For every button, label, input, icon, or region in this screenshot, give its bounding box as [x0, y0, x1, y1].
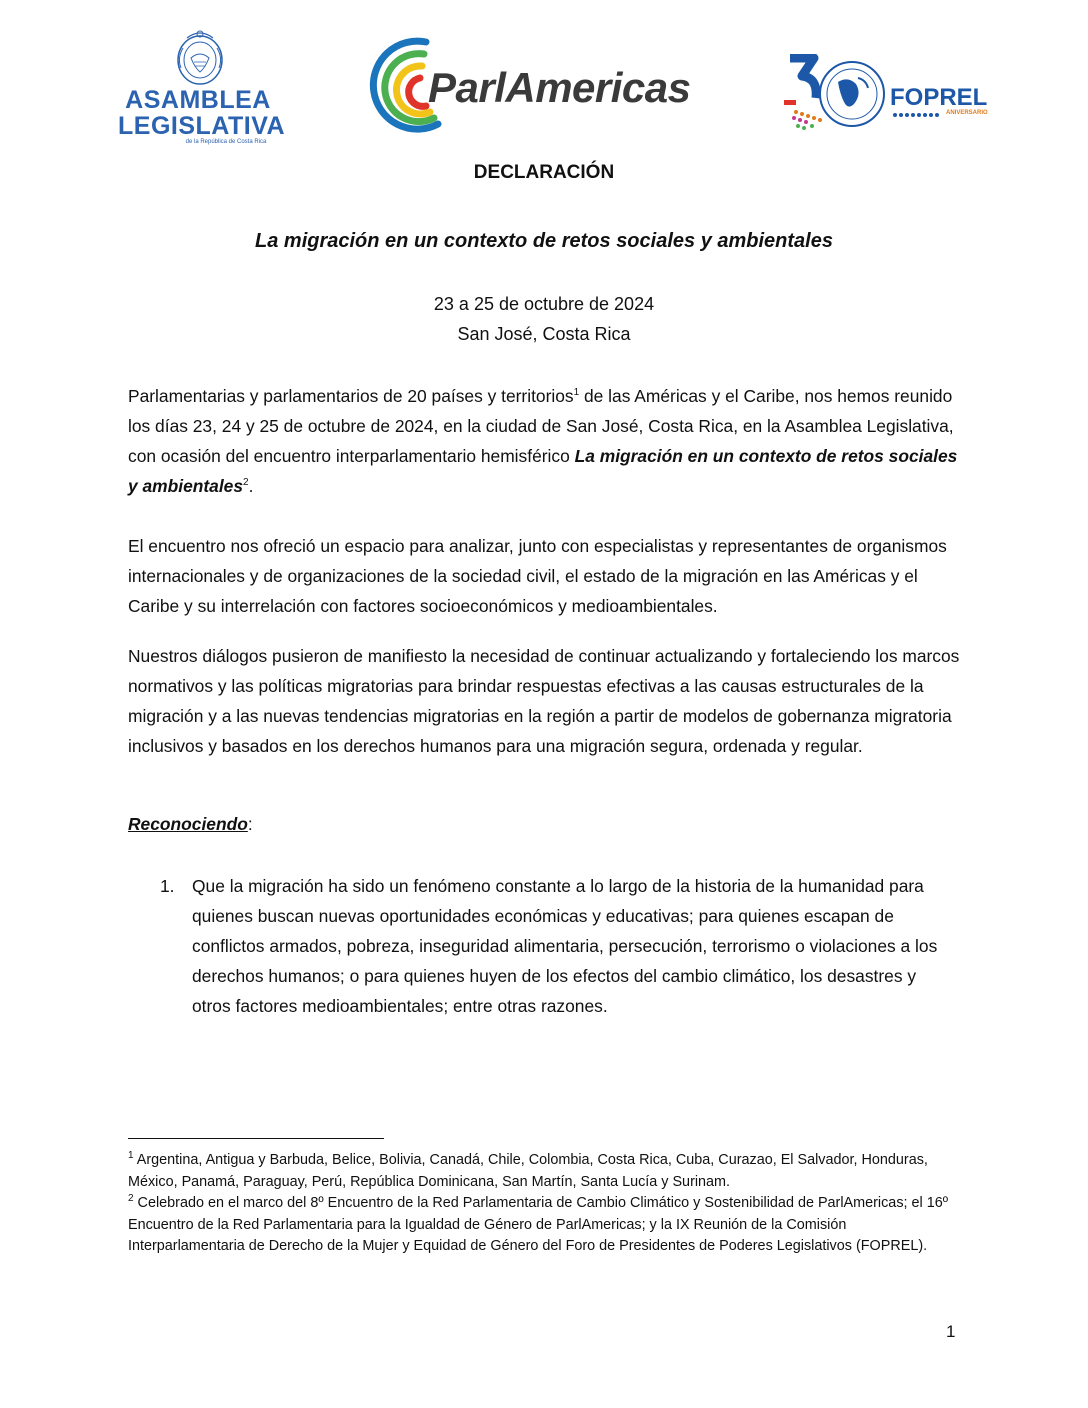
- paragraph-intro-event-title: La migración en un contexto de retos sociales y ambientales: [128, 446, 958, 496]
- document-heading: DECLARACIÓN: [473, 162, 615, 183]
- paragraph-dialogues: Nuestros diálogos pusieron de manifiesto la necesidad de continuar actualizando y fortaleciendo los marcos normativos y las políticas migratorias para brindar respuestas efectivas a las causas estructurales de la migración y a las nuevas tendencias migratorias en la región a partir de modelos de gobernanza migratoria inclusivos y basados en los derechos humanos para una migración segura, ordenada y regular.: [128, 646, 960, 756]
- footnote-1-mark: 1: [128, 1150, 134, 1162]
- paragraph-meeting: El encuentro nos ofreció un espacio para analizar, junto con especialistas y representantes de organismos internacionales y de organizaciones de la sociedad civil, el estado de la migración en las Américas y el Caribe y su interrelación con factores socioeconómicos y medioambientales.: [128, 536, 947, 616]
- recognizing-colon: :: [247, 814, 253, 834]
- foprel-30-anniversary-icon: [778, 54, 888, 134]
- footnote-2: [128, 1193, 958, 1258]
- asamblea-logo-subtitle: de la República de Costa Rica: [185, 139, 267, 145]
- document-subtitle: La migración en un contexto de retos sociales y ambientales: [255, 230, 833, 252]
- paragraph-intro-part2: de las Américas y el Caribe, nos hemos reunido los días 23, 24 y 25 de octubre de 2024, en la ciudad de San José, Costa Rica, en la Asamblea Legislativa, con ocasión del encuentro interparlamentario hemisférico: [128, 386, 954, 466]
- list-item-number: 1.: [160, 876, 175, 896]
- paragraph-intro: [128, 381, 960, 501]
- footnote-1-text: Argentina, Antigua y Barbuda, Belice, Bolivia, Canadá, Chile, Colombia, Costa Rica, Cuba, Curazao, El Salvador, Honduras, México, Panamá, Paraguay, Perú, República Dominicana, San Martín, Santa Lucía y Surinam.: [128, 1152, 928, 1190]
- recognizing-heading: [128, 814, 253, 835]
- recognizing-label: Reconociendo: [128, 814, 248, 834]
- list-item-text: Que la migración ha sido un fenómeno constante a lo largo de la historia de la humanidad para quienes buscan nuevas oportunidades económicas y educativas; para quienes escapan de conflictos armados, pobreza, inseguridad alimentaria, persecución, terrorismo o violaciones a los derechos humanos; o para quienes huyen de los efectos del cambio climático, los desastres y otros factores medioambientales; entre otras razones.: [192, 876, 938, 1016]
- page-number: 1: [946, 1322, 956, 1341]
- paragraph-intro-end: .: [248, 476, 254, 496]
- parlamericas-wordmark: ParlAmericas: [428, 64, 691, 111]
- foprel-logo: [778, 54, 998, 134]
- footnote-2-text: Celebrado en el marco del 8º Encuentro de la Red Parlamentaria de Cambio Climático y Sostenibilidad de ParlAmericas; el 16º Encuentro de la Red Parlamentaria para la Igualdad de Género de ParlAmericas; y la IX Reunión de la Comisión Interparlamentaria de Derecho de la Mujer y Equidad de Género del Foro de Presidentes de Poderes Legislativos (FOPREL).: [128, 1195, 948, 1254]
- footnote-1: [128, 1150, 958, 1193]
- asamblea-logo-line2: LEGISLATIVA: [118, 112, 286, 140]
- parlamericas-logo: [354, 34, 722, 134]
- footnote-ref-1[interactable]: 1: [573, 387, 580, 399]
- footnote-2-mark: 2: [128, 1193, 134, 1205]
- footnote-divider: [128, 1138, 384, 1139]
- paragraph-intro-part1: Parlamentarias y parlamentarios de 20 países y territorios: [128, 386, 574, 406]
- event-date: 23 a 25 de octubre de 2024: [433, 294, 655, 314]
- foprel-anniversary-label: ANIVERSARIO: [946, 110, 988, 116]
- foprel-dots-icon: [892, 112, 944, 118]
- event-place: San José, Costa Rica: [457, 324, 631, 344]
- asamblea-seal-icon: [173, 28, 227, 88]
- asamblea-legislativa-logo: [118, 28, 286, 148]
- footnote-ref-2[interactable]: 2: [243, 477, 249, 489]
- foprel-wordmark: FOPREL: [890, 84, 988, 111]
- asamblea-logo-line1: ASAMBLEA: [125, 86, 271, 114]
